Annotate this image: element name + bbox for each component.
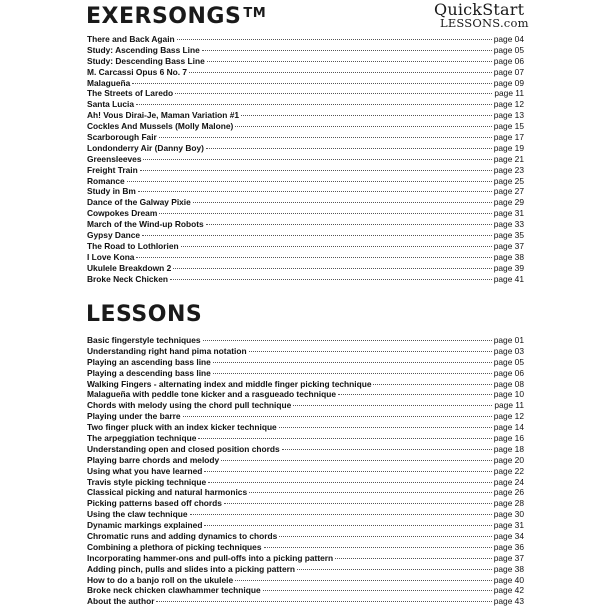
- entry-title: Playing barre chords and melody: [87, 454, 220, 465]
- entry-page-number: page 42: [493, 585, 524, 596]
- exersongs-toc-entry[interactable]: [87, 274, 524, 285]
- dot-leader: [127, 181, 492, 182]
- dot-leader: [297, 569, 492, 570]
- exersongs-list: [87, 34, 524, 284]
- dot-leader: [206, 148, 492, 149]
- entry-page-number: page 07: [493, 66, 524, 77]
- lessons-toc-entry[interactable]: [87, 379, 524, 390]
- dot-leader: [249, 492, 492, 493]
- lessons-toc-entry[interactable]: [87, 531, 524, 542]
- entry-page-number: page 03: [493, 345, 524, 356]
- dot-leader: [193, 202, 492, 203]
- lessons-toc-entry[interactable]: [87, 542, 524, 553]
- exersongs-toc-entry[interactable]: [87, 176, 524, 187]
- logo-line-2: LESSONS.com: [440, 16, 529, 30]
- dot-leader: [203, 340, 492, 341]
- exersongs-toc-entry[interactable]: [87, 78, 524, 89]
- entry-title: Understanding right hand pima notation: [87, 345, 247, 356]
- entry-page-number: page 38: [493, 251, 524, 262]
- dot-leader: [206, 224, 492, 225]
- entry-page-number: page 18: [493, 443, 524, 454]
- lessons-toc-entry[interactable]: [87, 357, 524, 368]
- dot-leader: [213, 373, 492, 374]
- dot-leader: [235, 580, 492, 581]
- entry-page-number: page 17: [493, 132, 524, 143]
- entry-page-number: page 04: [493, 34, 524, 44]
- dot-leader: [204, 525, 491, 526]
- entry-title: The Streets of Laredo: [87, 88, 174, 99]
- dot-leader: [264, 547, 492, 548]
- entry-title: Chords with melody using the chord pull technique: [87, 400, 292, 411]
- entry-page-number: page 12: [493, 99, 524, 110]
- exersongs-toc-entry[interactable]: [87, 219, 524, 230]
- entry-page-number: page 21: [493, 153, 524, 164]
- exersongs-toc-entry[interactable]: [87, 230, 524, 241]
- entry-title: March of the Wind-up Robots: [87, 219, 204, 230]
- exersongs-toc-entry[interactable]: [87, 165, 524, 176]
- dot-leader: [136, 257, 491, 258]
- dot-leader: [173, 268, 491, 269]
- trademark-mark: TM: [243, 6, 267, 21]
- exersongs-toc-entry[interactable]: [87, 208, 524, 219]
- lessons-toc-entry[interactable]: [87, 444, 524, 455]
- entry-title: M. Carcassi Opus 6 No. 7: [87, 66, 188, 77]
- entry-page-number: page 22: [493, 465, 524, 476]
- dot-leader: [279, 427, 492, 428]
- quickstart-lessons-logo: [434, 2, 534, 30]
- entry-page-number: page 08: [493, 378, 524, 389]
- exersongs-toc-entry[interactable]: [87, 56, 524, 67]
- entry-title: Two finger pluck with an index kicker technique: [87, 422, 277, 433]
- entry-title: Picking patterns based off chords: [87, 498, 222, 509]
- exersongs-toc-entry[interactable]: [87, 132, 524, 143]
- entry-title: Travis style picking technique: [87, 476, 207, 487]
- lessons-toc-entry[interactable]: [87, 585, 524, 596]
- lessons-toc-entry[interactable]: [87, 433, 524, 444]
- entry-page-number: page 37: [493, 552, 524, 563]
- dot-leader: [208, 482, 492, 483]
- entry-page-number: page 26: [493, 487, 524, 498]
- lessons-toc-entry[interactable]: [87, 400, 524, 411]
- lessons-toc-entry[interactable]: [87, 575, 524, 586]
- entry-title: Malagueña with peddle tone kicker and a rasgueado technique: [87, 389, 336, 400]
- lessons-toc-entry[interactable]: [87, 335, 524, 346]
- exersongs-toc-entry[interactable]: [87, 252, 524, 263]
- exersongs-toc-entry[interactable]: [87, 143, 524, 154]
- entry-page-number: page 31: [493, 520, 524, 531]
- entry-page-number: page 06: [493, 55, 524, 66]
- lessons-toc-entry[interactable]: [87, 509, 524, 520]
- entry-page-number: page 16: [493, 433, 524, 444]
- exersongs-toc-entry[interactable]: [87, 186, 524, 197]
- dot-leader: [183, 416, 492, 417]
- dot-leader: [175, 93, 492, 94]
- dot-leader: [189, 72, 492, 73]
- lessons-toc-entry[interactable]: [87, 411, 524, 422]
- entry-title: Romance: [87, 175, 125, 186]
- lessons-toc-entry[interactable]: [87, 564, 524, 575]
- entry-title: Playing an ascending bass line: [87, 356, 211, 367]
- exersongs-toc-entry[interactable]: [87, 67, 524, 78]
- lessons-toc-entry[interactable]: [87, 422, 524, 433]
- entry-page-number: page 37: [493, 240, 524, 251]
- entry-title: Scarborough Fair: [87, 132, 157, 143]
- lessons-list: [87, 335, 524, 607]
- entry-page-number: page 38: [493, 563, 524, 574]
- lessons-toc-entry[interactable]: [87, 368, 524, 379]
- dot-leader: [204, 471, 491, 472]
- entry-title: There and Back Again: [87, 34, 175, 44]
- entry-page-number: page 25: [493, 175, 524, 186]
- logo-line-1: QuickStart: [434, 0, 525, 19]
- entry-title: Study: Descending Bass Line: [87, 55, 205, 66]
- entry-page-number: page 29: [493, 197, 524, 208]
- entry-title: Understanding open and closed position chords: [87, 443, 280, 454]
- entry-title: Study in Bm: [87, 186, 136, 197]
- entry-title: About the author: [87, 596, 155, 607]
- entry-page-number: page 10: [493, 389, 524, 400]
- dot-leader: [213, 362, 492, 363]
- exersongs-toc-entry[interactable]: [87, 154, 524, 165]
- entry-title: Playing a descending bass line: [87, 367, 211, 378]
- entry-title: The Road to Lothlorien: [87, 240, 179, 251]
- entry-title: Basic fingerstyle techniques: [87, 335, 201, 345]
- entry-page-number: page 20: [493, 454, 524, 465]
- dot-leader: [181, 246, 492, 247]
- exersongs-toc-entry[interactable]: [87, 88, 524, 99]
- entry-page-number: page 36: [493, 541, 524, 552]
- exersongs-toc-entry[interactable]: [87, 34, 524, 45]
- dot-leader: [136, 104, 492, 105]
- exersongs-toc-entry[interactable]: [87, 45, 524, 56]
- entry-title: Dance of the Galway Pixie: [87, 197, 191, 208]
- entry-title: Broke Neck Chicken: [87, 273, 168, 284]
- entry-title: How to do a banjo roll on the ukulele: [87, 574, 234, 585]
- entry-title: Cockles And Mussels (Molly Malone): [87, 121, 234, 132]
- entry-page-number: page 33: [493, 219, 524, 230]
- entry-title: Broke neck chicken clawhammer technique: [87, 585, 261, 596]
- entry-page-number: page 14: [493, 422, 524, 433]
- entry-page-number: page 13: [493, 110, 524, 121]
- dot-leader: [202, 50, 492, 51]
- lessons-toc-entry[interactable]: [87, 389, 524, 400]
- dot-leader: [170, 279, 492, 280]
- dot-leader: [207, 61, 492, 62]
- entry-page-number: page 28: [493, 498, 524, 509]
- dot-leader: [198, 438, 491, 439]
- entry-page-number: page 05: [493, 356, 524, 367]
- entry-title: Ah! Vous Dirai-Je, Maman Variation #1: [87, 110, 240, 121]
- dot-leader: [373, 384, 491, 385]
- dot-leader: [138, 191, 492, 192]
- entry-page-number: page 01: [493, 335, 524, 345]
- lessons-heading: LESSONS: [86, 302, 203, 327]
- entry-title: Dynamic markings explained: [87, 520, 203, 531]
- entry-page-number: page 31: [493, 208, 524, 219]
- exersongs-heading: [86, 4, 266, 29]
- dot-leader: [241, 115, 492, 116]
- entry-page-number: page 12: [493, 411, 524, 422]
- entry-title: Study: Ascending Bass Line: [87, 44, 200, 55]
- entry-title: Londonderry Air (Danny Boy): [87, 142, 204, 153]
- entry-title: Malagueña: [87, 77, 131, 88]
- entry-title: Adding pinch, pulls and slides into a picking pattern: [87, 563, 295, 574]
- dot-leader: [263, 590, 492, 591]
- entry-title: Freight Train: [87, 164, 138, 175]
- entry-title: Classical picking and natural harmonics: [87, 487, 248, 498]
- entry-page-number: page 15: [493, 121, 524, 132]
- dot-leader: [159, 137, 492, 138]
- entry-title: Using the claw technique: [87, 509, 188, 520]
- dot-leader: [224, 503, 492, 504]
- dot-leader: [279, 536, 491, 537]
- dot-leader: [140, 170, 492, 171]
- dot-leader: [338, 394, 492, 395]
- dot-leader: [177, 39, 492, 40]
- entry-page-number: page 09: [493, 77, 524, 88]
- entry-title: Walking Fingers - alternating index and middle finger picking technique: [87, 378, 372, 389]
- dot-leader: [156, 601, 491, 602]
- entry-title: Cowpokes Dream: [87, 208, 158, 219]
- lessons-toc-entry[interactable]: [87, 466, 524, 477]
- exersongs-toc-entry[interactable]: [87, 263, 524, 274]
- entry-title: Using what you have learned: [87, 465, 203, 476]
- exersongs-toc-entry[interactable]: [87, 197, 524, 208]
- entry-page-number: page 41: [493, 273, 524, 284]
- entry-page-number: page 23: [493, 164, 524, 175]
- entry-page-number: page 06: [493, 367, 524, 378]
- exersongs-heading-text: EXERSONGS: [86, 4, 242, 29]
- entry-title: Santa Lucia: [87, 99, 135, 110]
- lessons-toc-entry[interactable]: [87, 553, 524, 564]
- entry-page-number: page 11: [494, 400, 524, 411]
- entry-title: Combining a plethora of picking techniques: [87, 541, 262, 552]
- entry-page-number: page 27: [493, 186, 524, 197]
- entry-page-number: page 43: [493, 596, 524, 607]
- entry-page-number: page 30: [493, 509, 524, 520]
- dot-leader: [221, 460, 492, 461]
- entry-page-number: page 39: [493, 262, 524, 273]
- lessons-toc-entry[interactable]: [87, 455, 524, 466]
- dot-leader: [235, 126, 491, 127]
- entry-page-number: page 35: [493, 230, 524, 241]
- lessons-toc-entry[interactable]: [87, 596, 524, 607]
- entry-title: I Love Kona: [87, 251, 135, 262]
- dot-leader: [143, 159, 491, 160]
- entry-title: The arpeggiation technique: [87, 433, 197, 444]
- entry-page-number: page 05: [493, 44, 524, 55]
- dot-leader: [335, 558, 492, 559]
- lessons-toc-entry[interactable]: [87, 346, 524, 357]
- lessons-toc-entry[interactable]: [87, 520, 524, 531]
- dot-leader: [190, 514, 492, 515]
- exersongs-toc-entry[interactable]: [87, 99, 524, 110]
- lessons-toc-entry[interactable]: [87, 477, 524, 488]
- dot-leader: [132, 83, 491, 84]
- exersongs-toc-entry[interactable]: [87, 121, 524, 132]
- exersongs-toc-entry[interactable]: [87, 110, 524, 121]
- lessons-toc-entry[interactable]: [87, 487, 524, 498]
- dot-leader: [159, 213, 491, 214]
- entry-title: Ukulele Breakdown 2: [87, 262, 172, 273]
- entry-title: Greensleeves: [87, 153, 142, 164]
- dot-leader: [249, 351, 492, 352]
- entry-page-number: page 19: [493, 142, 524, 153]
- exersongs-toc-entry[interactable]: [87, 241, 524, 252]
- entry-page-number: page 34: [493, 531, 524, 542]
- dot-leader: [293, 405, 492, 406]
- dot-leader: [142, 235, 492, 236]
- dot-leader: [282, 449, 492, 450]
- entry-title: Playing under the barre: [87, 411, 181, 422]
- entry-page-number: page 11: [494, 88, 524, 99]
- entry-title: Incorporating hammer-ons and pull-offs into a picking pattern: [87, 552, 334, 563]
- entry-title: Chromatic runs and adding dynamics to chords: [87, 531, 278, 542]
- entry-page-number: page 40: [493, 574, 524, 585]
- lessons-toc-entry[interactable]: [87, 498, 524, 509]
- entry-page-number: page 24: [493, 476, 524, 487]
- entry-title: Gypsy Dance: [87, 230, 141, 241]
